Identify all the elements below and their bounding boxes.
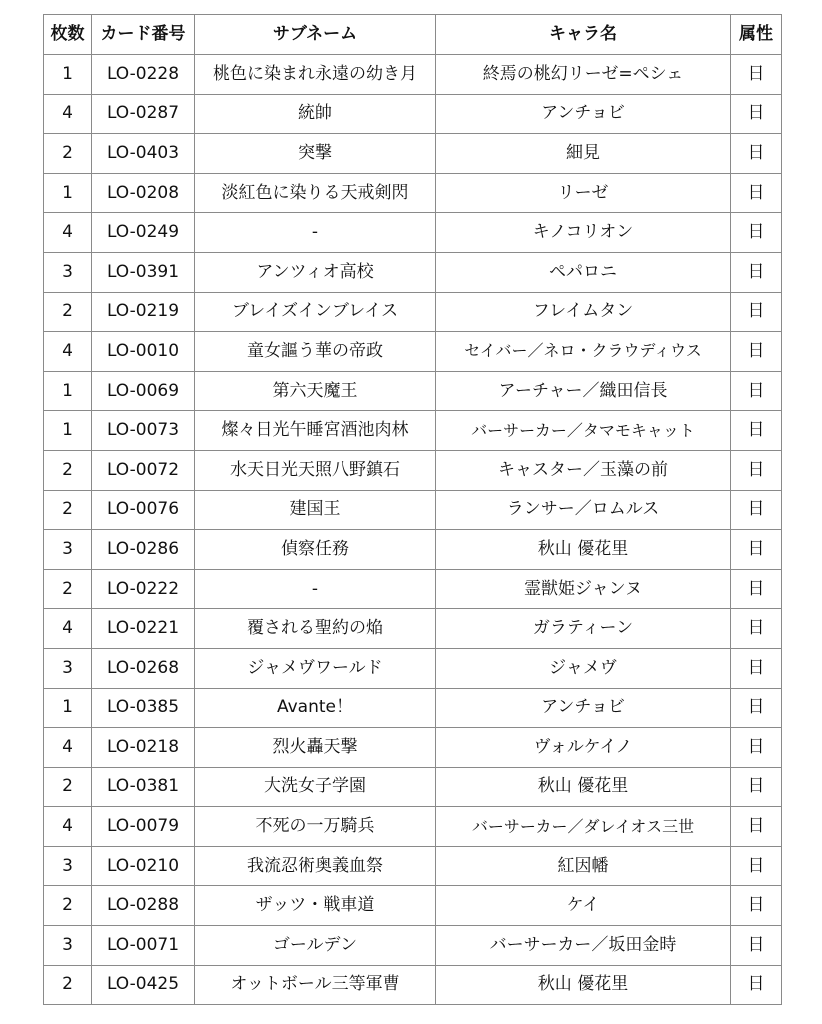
cell-card-code: LO-0286 bbox=[92, 530, 195, 570]
cell-card-code: LO-0425 bbox=[92, 965, 195, 1005]
table-row bbox=[44, 688, 782, 728]
table-row bbox=[44, 173, 782, 213]
cell-character-name: フレイムタン bbox=[436, 292, 731, 332]
cell-subname: ブレイズインブレイス bbox=[195, 292, 436, 332]
table-row bbox=[44, 926, 782, 966]
cell-card-code: LO-0221 bbox=[92, 609, 195, 649]
cell-card-code: LO-0208 bbox=[92, 173, 195, 213]
cell-character-name: バーサーカー／ダレイオス三世 bbox=[436, 807, 731, 847]
cell-attribute: 日 bbox=[731, 332, 782, 372]
cell-subname: 我流忍術奥義血祭 bbox=[195, 846, 436, 886]
cell-count: 3 bbox=[44, 648, 92, 688]
cell-card-code: LO-0381 bbox=[92, 767, 195, 807]
table-row bbox=[44, 252, 782, 292]
cell-subname: 大洗女子学園 bbox=[195, 767, 436, 807]
table-row bbox=[44, 569, 782, 609]
cell-card-code: LO-0073 bbox=[92, 411, 195, 451]
cell-character-name: バーサーカー／タマモキャット bbox=[436, 411, 731, 451]
cell-card-code: LO-0069 bbox=[92, 371, 195, 411]
cell-card-code: LO-0268 bbox=[92, 648, 195, 688]
cell-character-name: 秋山 優花里 bbox=[436, 530, 731, 570]
cell-count: 1 bbox=[44, 173, 92, 213]
cell-count: 3 bbox=[44, 252, 92, 292]
cell-card-code: LO-0210 bbox=[92, 846, 195, 886]
cell-character-name: 霊獣姫ジャンヌ bbox=[436, 569, 731, 609]
table-row bbox=[44, 807, 782, 847]
header-count: 枚数 bbox=[44, 15, 92, 55]
cell-attribute: 日 bbox=[731, 609, 782, 649]
table-row bbox=[44, 292, 782, 332]
cell-count: 1 bbox=[44, 371, 92, 411]
cell-subname: 桃色に染まれ永遠の幼き月 bbox=[195, 55, 436, 95]
header-character-name: キャラ名 bbox=[436, 15, 731, 55]
cell-card-code: LO-0071 bbox=[92, 926, 195, 966]
cell-attribute: 日 bbox=[731, 688, 782, 728]
cell-character-name: キャスター／玉藻の前 bbox=[436, 450, 731, 490]
cell-subname: 第六天魔王 bbox=[195, 371, 436, 411]
cell-character-name: リーゼ bbox=[436, 173, 731, 213]
cell-card-code: LO-0228 bbox=[92, 55, 195, 95]
cell-subname: - bbox=[195, 213, 436, 253]
cell-attribute: 日 bbox=[731, 926, 782, 966]
cell-subname: 烈火轟天撃 bbox=[195, 728, 436, 768]
cell-card-code: LO-0403 bbox=[92, 134, 195, 174]
table-row bbox=[44, 728, 782, 768]
cell-card-code: LO-0218 bbox=[92, 728, 195, 768]
cell-attribute: 日 bbox=[731, 807, 782, 847]
cell-character-name: ガラティーン bbox=[436, 609, 731, 649]
cell-card-code: LO-0072 bbox=[92, 450, 195, 490]
table-row bbox=[44, 965, 782, 1005]
table-row bbox=[44, 767, 782, 807]
cell-attribute: 日 bbox=[731, 371, 782, 411]
cell-count: 3 bbox=[44, 846, 92, 886]
cell-subname: ゴールデン bbox=[195, 926, 436, 966]
cell-count: 1 bbox=[44, 688, 92, 728]
cell-card-code: LO-0288 bbox=[92, 886, 195, 926]
cell-count: 2 bbox=[44, 134, 92, 174]
cell-card-code: LO-0079 bbox=[92, 807, 195, 847]
cell-attribute: 日 bbox=[731, 411, 782, 451]
cell-subname: - bbox=[195, 569, 436, 609]
cell-count: 4 bbox=[44, 94, 92, 134]
cell-count: 4 bbox=[44, 807, 92, 847]
cell-attribute: 日 bbox=[731, 213, 782, 253]
cell-count: 2 bbox=[44, 886, 92, 926]
table-row bbox=[44, 371, 782, 411]
table-row bbox=[44, 846, 782, 886]
cell-card-code: LO-0222 bbox=[92, 569, 195, 609]
table-row bbox=[44, 134, 782, 174]
table-row bbox=[44, 886, 782, 926]
cell-attribute: 日 bbox=[731, 965, 782, 1005]
table-row bbox=[44, 55, 782, 95]
cell-subname: オットボール三等軍曹 bbox=[195, 965, 436, 1005]
table-row bbox=[44, 648, 782, 688]
cell-count: 3 bbox=[44, 926, 92, 966]
cell-card-code: LO-0076 bbox=[92, 490, 195, 530]
cell-count: 3 bbox=[44, 530, 92, 570]
table-body bbox=[44, 55, 782, 1005]
cell-character-name: 細見 bbox=[436, 134, 731, 174]
cell-subname: 淡紅色に染りる天戒剣閃 bbox=[195, 173, 436, 213]
cell-subname: 水天日光天照八野鎮石 bbox=[195, 450, 436, 490]
cell-subname: 童女謳う華の帝政 bbox=[195, 332, 436, 372]
cell-subname: 燦々日光午睡宮酒池肉林 bbox=[195, 411, 436, 451]
card-list-table bbox=[43, 14, 782, 1005]
cell-count: 4 bbox=[44, 728, 92, 768]
cell-character-name: 秋山 優花里 bbox=[436, 767, 731, 807]
cell-subname: Avante！ bbox=[195, 688, 436, 728]
cell-attribute: 日 bbox=[731, 846, 782, 886]
cell-attribute: 日 bbox=[731, 94, 782, 134]
table-row bbox=[44, 490, 782, 530]
header-card-code: カード番号 bbox=[92, 15, 195, 55]
cell-character-name: ペパロニ bbox=[436, 252, 731, 292]
cell-subname: ジャメヴワールド bbox=[195, 648, 436, 688]
cell-attribute: 日 bbox=[731, 252, 782, 292]
cell-count: 2 bbox=[44, 965, 92, 1005]
cell-character-name: セイバー／ネロ・クラウディウス bbox=[436, 332, 731, 372]
cell-count: 2 bbox=[44, 490, 92, 530]
cell-character-name: ヴォルケイノ bbox=[436, 728, 731, 768]
cell-count: 1 bbox=[44, 411, 92, 451]
cell-attribute: 日 bbox=[731, 450, 782, 490]
cell-character-name: ケイ bbox=[436, 886, 731, 926]
cell-subname: 突撃 bbox=[195, 134, 436, 174]
cell-attribute: 日 bbox=[731, 173, 782, 213]
table-row bbox=[44, 450, 782, 490]
cell-count: 2 bbox=[44, 450, 92, 490]
cell-character-name: バーサーカー／坂田金時 bbox=[436, 926, 731, 966]
cell-character-name: キノコリオン bbox=[436, 213, 731, 253]
cell-count: 2 bbox=[44, 569, 92, 609]
cell-count: 2 bbox=[44, 767, 92, 807]
cell-card-code: LO-0385 bbox=[92, 688, 195, 728]
table-row bbox=[44, 213, 782, 253]
header-attribute: 属性 bbox=[731, 15, 782, 55]
cell-character-name: 終焉の桃幻リーゼ=ペシェ bbox=[436, 55, 731, 95]
cell-attribute: 日 bbox=[731, 55, 782, 95]
cell-attribute: 日 bbox=[731, 767, 782, 807]
cell-character-name: アンチョビ bbox=[436, 688, 731, 728]
cell-count: 4 bbox=[44, 609, 92, 649]
header-subname: サブネーム bbox=[195, 15, 436, 55]
cell-card-code: LO-0287 bbox=[92, 94, 195, 134]
cell-attribute: 日 bbox=[731, 530, 782, 570]
table-row bbox=[44, 411, 782, 451]
cell-attribute: 日 bbox=[731, 292, 782, 332]
cell-character-name: ジャメヴ bbox=[436, 648, 731, 688]
cell-count: 2 bbox=[44, 292, 92, 332]
cell-character-name: アンチョビ bbox=[436, 94, 731, 134]
table-header-row bbox=[44, 15, 782, 55]
cell-subname: 建国王 bbox=[195, 490, 436, 530]
cell-card-code: LO-0249 bbox=[92, 213, 195, 253]
cell-card-code: LO-0219 bbox=[92, 292, 195, 332]
cell-attribute: 日 bbox=[731, 648, 782, 688]
table-row bbox=[44, 94, 782, 134]
table-row bbox=[44, 609, 782, 649]
cell-attribute: 日 bbox=[731, 134, 782, 174]
cell-subname: アンツィオ高校 bbox=[195, 252, 436, 292]
cell-subname: ザッツ・戦車道 bbox=[195, 886, 436, 926]
cell-subname: 覆される聖約の焔 bbox=[195, 609, 436, 649]
cell-attribute: 日 bbox=[731, 886, 782, 926]
cell-subname: 偵察任務 bbox=[195, 530, 436, 570]
cell-subname: 統帥 bbox=[195, 94, 436, 134]
cell-character-name: 秋山 優花里 bbox=[436, 965, 731, 1005]
table-row bbox=[44, 530, 782, 570]
cell-count: 1 bbox=[44, 55, 92, 95]
cell-count: 4 bbox=[44, 332, 92, 372]
cell-card-code: LO-0010 bbox=[92, 332, 195, 372]
cell-attribute: 日 bbox=[731, 569, 782, 609]
cell-attribute: 日 bbox=[731, 490, 782, 530]
cell-subname: 不死の一万騎兵 bbox=[195, 807, 436, 847]
cell-character-name: アーチャー／織田信長 bbox=[436, 371, 731, 411]
cell-count: 4 bbox=[44, 213, 92, 253]
card-list-sheet bbox=[43, 14, 782, 1005]
cell-card-code: LO-0391 bbox=[92, 252, 195, 292]
table-row bbox=[44, 332, 782, 372]
cell-character-name: 紅因幡 bbox=[436, 846, 731, 886]
cell-attribute: 日 bbox=[731, 728, 782, 768]
cell-character-name: ランサー／ロムルス bbox=[436, 490, 731, 530]
